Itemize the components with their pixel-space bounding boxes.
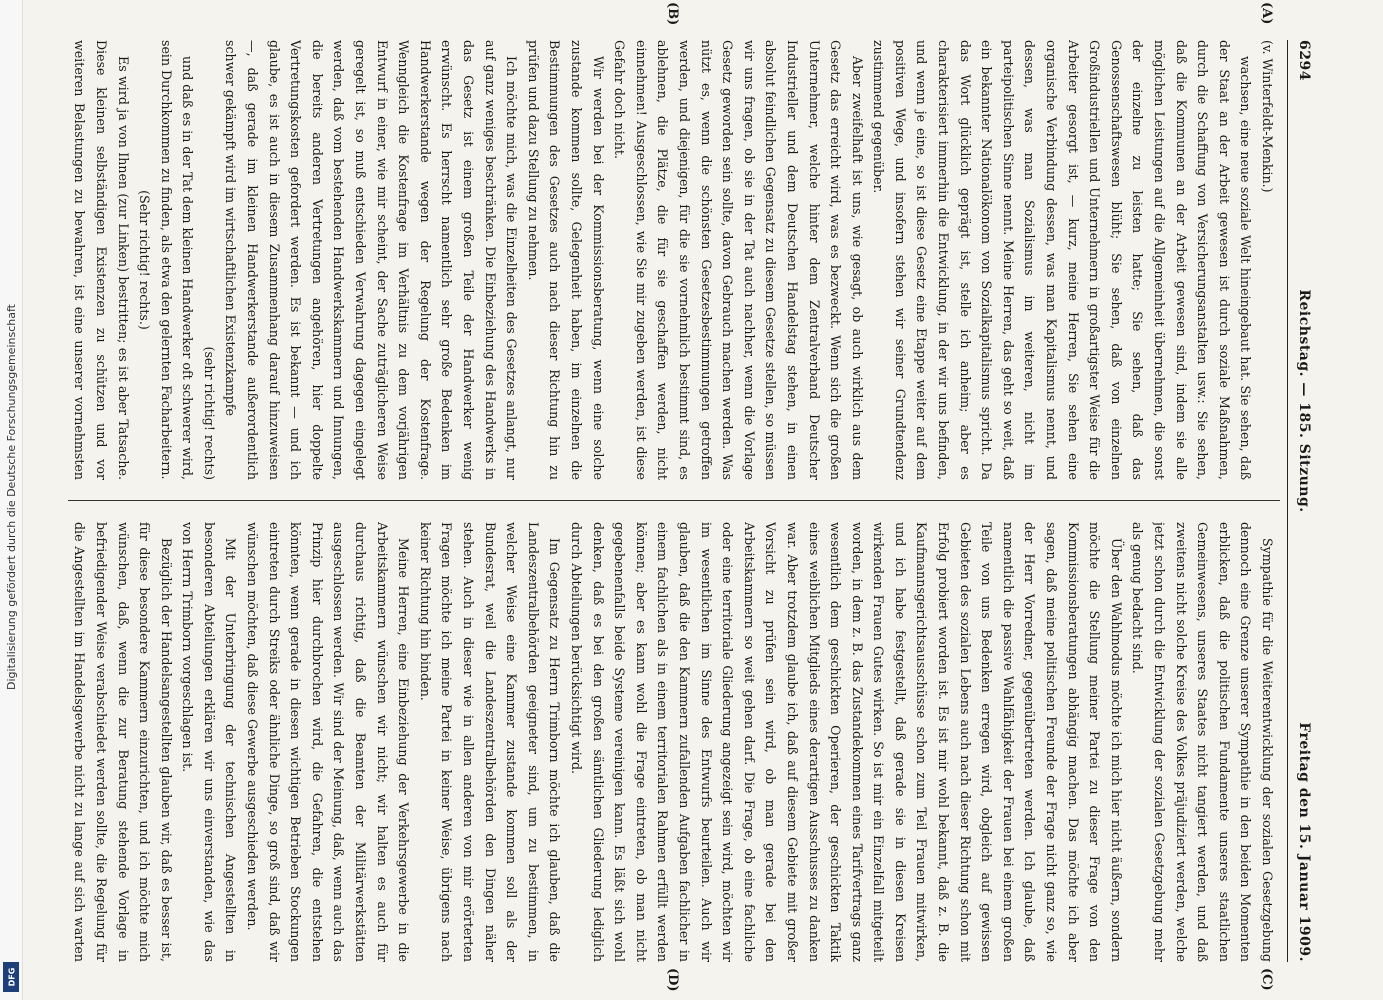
session-date: Freitag den 15. Januar 1909. (1296, 722, 1312, 962)
margin-marker-c: (C) (1259, 968, 1274, 991)
right-column (68, 522, 1278, 962)
column-divider (68, 500, 1280, 501)
page-header (1287, 40, 1320, 962)
running-head: Reichstag. — 185. Sitzung. (1296, 289, 1312, 513)
paragraph: Sympathie für die Weiterentwicklung der sozialen Gesetzgebung dennoch eine Grenze unserer Sympathie in den beiden Momenten erblicken, daß die politischen Fundamente unseres staatlichen Gemeinwesens, unseres Staates nicht tangiert werden, und daß zweitens nicht solche Kreise des Volkes präjudiziert werden, welche jetzt schon durch die Entwicklung der sozialen Gesetzgebung mehr als genug bedacht sind. (1130, 522, 1275, 962)
paragraph: Wir werden bei der Kommissionsberatung, wenn eine solche zustande kommen sollte, Gelegenheit haben, im einzelnen die Bestimmungen des Gesetzes auch nach dieser Richtung hin zu prüfen und dazu Stellung zu nehmen. (525, 40, 606, 480)
interjection: (sehr richtig! rechts) (201, 346, 217, 480)
paragraph: Im Gegensatz zu Herrn Trimborn möchte ich glauben, daß die Landeszentralbehörden geeigneter sind, um zu bestimmen, in welcher Weise eine Kammer zustande kommen soll als der Bundesrat, weil die Landeszentralbehörden den Dingen näher stehen. Auch in dieser wie in allen anderen von mir erörterten Fragen möchte ich meine Partei in keiner Weise, übrigens nach keiner Richtung hin binden. (417, 522, 563, 962)
margin-marker-a: (A) (1259, 2, 1274, 25)
paragraph: wachsen, eine neue soziale Welt hineingebaut hat. Sie sehen, daß der Staat an der Arbeit gewesen ist durch soziale Maßnahmen, durch die Schaffung von Versicherungsanstalten usw.: Sie sehen, daß die Kommunen an der Arbeit gewesen sind, indem sie alle möglichen Leistungen auf die Allgemeinheit übernehmen, die sonst der einzelne zu leisten hatte; Sie sehen, daß das Genossenschaftswesen blüht; Sie sehen, daß von einzelnen Großindustriellen und Unternehmern in großartigster Weise für die Arbeiter gesorgt ist, — kurz, meine Herren, Sie sehen eine organische Verbindung dessen, was man Kapitalismus nennt, und dessen, was man Sozialismus im weiteren, nicht im parteipolitischen Sinne nennt. Meine Herren, das geht so weit, daß ein bekannter Nationalökonom von Sozialkapitalismus spricht. Da das Wort glücklich geprägt ist, stelle ich anheim; aber es charakterisiert immerhin die Entwicklung, in der wir uns befinden, und wenn je eine, so ist diese Gesetz eine Etappe weiter auf dem positiven Wege, und insofern stehen wir seiner Grundtendenz zustimmend gegenüber. (871, 40, 1254, 480)
page-number: 6294 (1296, 40, 1312, 81)
rotated-document-page (60, 2, 1320, 992)
paragraph: Ich möchte mich, was die Einzelheiten des Gesetzes anlangt, nur auf ganz weniges beschränken. Die Einbeziehung des Handwerks in das Gesetz ist einem großen Teile der Handwerker wenig erwünscht. Es herrscht namentlich sehr große Bedenken im Handwerkerstande wegen der Regelung der Kostenfrage. Wenngleich die Kostenfrage im Verhältnis zu dem vorjährigen Entwurf in einer, wie mir scheint, der Sache zuträglicheren Weise geregelt ist, so muß entschieden Verwahrung dagegen eingelegt werden, daß vom bestehenden Handwerkskammern und Innungen, die bereits anderen Vertretungen angehören, hier doppelte Vertretungskosten gefordert werden. Es ist bekannt — und ich glaube, es ist auch in diesem Zusammenhang darauf hinzuweisen —, daß gerade im kleinen Handwerkerstande außerordentlich schwer gekämpft wird im wirtschaftlichen Existenzkampfe (223, 40, 520, 480)
margin-marker-d: (D) (665, 968, 680, 992)
paragraph: Es wird ja von Ihnen (zur Linken) bestritten; es ist aber Tatsache. Diese kleinen selbständigen Existenzen zu schützen und vor weiteren Belastungen zu bewahren, ist eine unserer vornehmsten (72, 40, 131, 480)
left-column (68, 40, 1278, 480)
paragraph: Meine Herren, eine Einbeziehung der Verkehrsgewerbe in die Arbeitskammern wünschen wir nicht; wir halten es auch für durchaus richtig, daß die Beamten der Militärwerkstätten ausgeschlossen werden. Wir sind der Meinung, daß, wenn auch das Prinzip hier durchbrochen wird, die Gefahren, die entstehen könnten, wenn gerade in diesen wichtigen Betrieben Stockungen eintreten durch Streiks oder ähnliche Dinge, so groß sind, daß wir wünschen möchten, daß diese Gewerbe ausgeschieden werden. (245, 522, 412, 962)
scanned-page-area (70, 2, 1312, 992)
paragraph: Mit der Unterbringung der technischen Angestellten in besonderen Abteilungen erklären wir uns einverstanden, wie das von Herrn Trimborn vorgeschlagen ist. (180, 522, 239, 962)
digitization-notice: Digitalisierung gefördert durch die Deutsche Forschungsgemeinschaft (5, 304, 18, 690)
interjection: (Sehr richtig! rechts.) (137, 190, 153, 330)
paragraph: Über den Wahlmodus möchte ich mich hier nicht äußern, sondern möchte die Stellung meiner Partei zu dieser Frage von den Kommissionsberatungen abhängig machen. Das möchte ich aber sagen, daß meine politischen Freunde der Frage nicht ganz so, wie der Herr Vorredner, gegenübertreten werden. Ich glaube, daß namentlich die passive Wahlfähigkeit der Frauen bei einem großen Teile von uns Bedenken erregen wird, obgleich auf gewissen Gebieten des sozialen Lebens auch nach dieser Richtung schon mit Erfolg probiert worden ist. Es ist mir wohl bekannt, daß z. B. die Kaufmannsgerichtsausschüsse schon zum Teil Frauen mitwirken, und ich habe festgestellt, daß gerade sie in diesen Kreisen wirkenden Frauen Gutes wirken. So ist mir ein Einzelfall mitgeteilt worden, in dem z. B. das Zustandekommen eines Tarifvertrags ganz wesentlich dem geschickten Operieren, der geschickten Taktik eines weiblichen Mitglieds eines derartigen Ausschusses zu danken war. Aber trotzdem glaube ich, daß auf diesem Gebiete mit großer Vorsicht zu prüfen sein wird, ob man gerade bei den Arbeitskammern so weit gehen darf. Die Frage, ob eine fachliche oder eine territoriale Gliederung angezeigt sein wird, möchten wir im wesentlichen im Sinne des Entwurfs beurteilen. Auch wir glauben, daß die den Kammern zufallenden Aufgaben fachlicher in einem fachlichen als in einem territorialen Rahmen erfüllt werden können; aber es kann wohl die Frage eintreten, ob man nicht gegebenenfalls beide Systeme vereinigen kann. Es läßt sich wohl denken, daß es bei den großen sämtlichen Gliederung lediglich durch Abteilungen berücksichtigt wird. (569, 522, 1124, 962)
margin-marker-b: (B) (665, 2, 680, 26)
paragraph: Bezüglich der Handelsangestellten glauben wir, daß es besser ist, für diese besondere Kammern einzurichten, und ich möchte mich wünschen, daß, wenn die zur Beratung stehende Vorlage in befriedigender Weise verabschiedet werden sollte, die Regelung für die Angestellten im Handelsgewerbe nicht zu lange auf sich warten (72, 522, 174, 962)
dfg-logo (3, 962, 19, 992)
paragraph: Aber zweifelhaft ist uns, wie gesagt, ob auch wirklich aus dem Gesetz das erreicht wird, was es bezweckt. Wenn sich die großen Unternehmer, welche hinter dem Zentralverband Deutscher Industrieller und dem Deutschen Handelstag stehen, in einen absolut feindlichen Gegensatz zu diesem Gesetze stellen, so müssen wir uns fragen, ob sie in der Tat auch nachher, wenn die Vorlage Gesetz geworden sein sollte, davon Gebrauch machen werden. Was nützt es, wenn die schönsten Gesetzesbestimmungen getroffen werden, und diejenigen, für die sie vornehmlich bestimmt sind, es ablehnen, die Plätze, die für sie geschaffen werden, nicht einnehmen! Ausgeschlossen, wie Sie mir zugeben werden, ist diese Gefahr doch nicht. (612, 40, 865, 480)
paragraph: und daß es in der Tat dem kleinen Handwerker oft schwerer wird, sein Durchkommen zu finden, als etwa den gelernten Facharbeitern. (158, 40, 196, 480)
digitization-sidebar (0, 0, 23, 1000)
dfg-logo-text: DFG (7, 967, 17, 987)
speaker-name: (v. Winterfeldt-Menkin.) (1260, 40, 1275, 193)
